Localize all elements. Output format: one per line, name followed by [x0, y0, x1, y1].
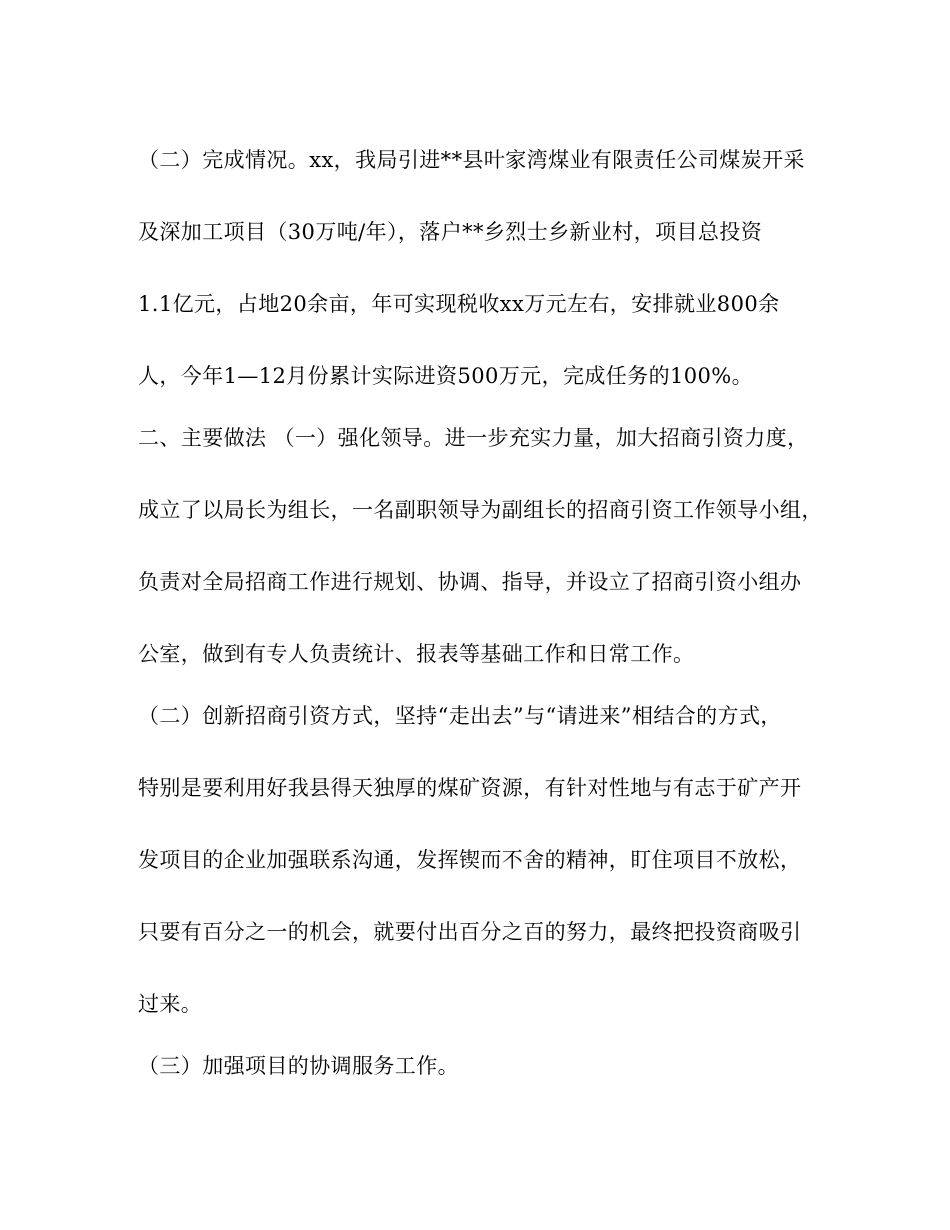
text-line-14: （三）加强项目的协调服务工作。: [138, 1054, 459, 1078]
text-line-8: 公室，做到有专人负责统计、报表等基础工作和日常工作。: [138, 642, 695, 666]
text-line-2: 及深加工项目（30万吨/年），落户**乡烈士乡新业村，项目总投资: [138, 220, 763, 244]
text-line-5: 二、主要做法 （一）强化领导。进一步充实力量，加大招商引资力度，: [138, 426, 809, 450]
text-line-4: 人，今年1—12月份累计实际进资500万元，完成任务的100%。: [138, 364, 753, 388]
text-line-6: 成立了以局长为组长，一名副职领导为副组长的招商引资工作领导小组，: [138, 498, 823, 522]
text-line-3: 1.1亿元，占地20余亩，年可实现税收xx万元左右，安排就业800余: [138, 292, 780, 316]
text-line-7: 负责对全局招商工作进行规划、协调、指导，并设立了招商引资小组办: [138, 570, 802, 594]
text-line-13: 过来。: [138, 992, 203, 1016]
text-line-1: （二）完成情况。xx，我局引进**县叶家湾煤业有限责任公司煤炭开采: [138, 148, 805, 172]
text-line-12: 只要有百分之一的机会，就要付出百分之百的努力，最终把投资商吸引: [138, 920, 802, 944]
text-line-10: 特别是要利用好我县得天独厚的煤矿资源，有针对性地与有志于矿产开: [138, 776, 802, 800]
text-line-9: （二）创新招商引资方式，坚持“走出去”与“请进来”相结合的方式，: [138, 704, 782, 728]
text-line-11: 发项目的企业加强联系沟通，发挥锲而不舍的精神，盯住项目不放松，: [138, 848, 802, 872]
